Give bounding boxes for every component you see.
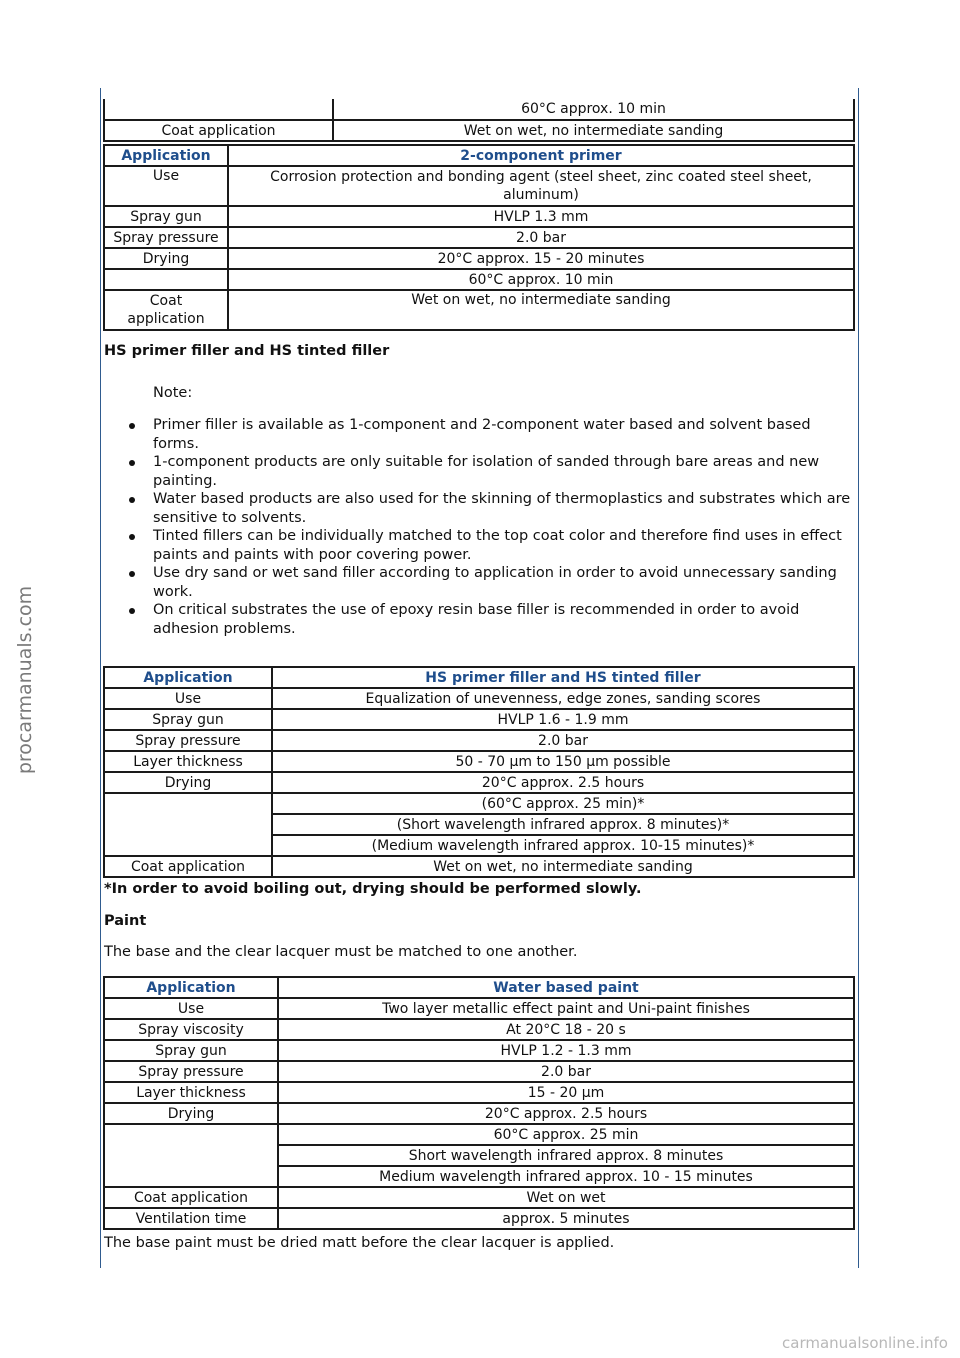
table-cell: Drying [104,248,228,269]
column-header: Application [104,977,278,998]
table-cell: Coat application [104,290,228,330]
table-cell: Wet on wet [278,1187,854,1208]
table-cell: 2.0 bar [272,730,854,751]
table-row [104,227,854,248]
table-cell: HVLP 1.3 mm [228,206,854,227]
bullet-icon [129,534,135,540]
table-cell: Corrosion protection and bonding agent (steel sheet, zinc coated steel sheet, aluminum) [228,166,854,206]
table-cell-empty [104,793,272,856]
list-item: On critical substrates the use of epoxy resin base filler is recommended in order to avoid adhesion problems. [126,601,856,638]
table-cell: Spray gun [104,709,272,730]
primer-table [103,144,855,331]
table-cell: Spray pressure [104,730,272,751]
table-row [104,1082,854,1103]
bullet-icon [129,497,135,503]
table-cell: 20°C approx. 2.5 hours [272,772,854,793]
table-row [104,290,854,330]
note-label: Note: [153,385,193,401]
table-row [104,99,854,120]
table-row [104,1103,854,1124]
table-cell: (Short wavelength infrared approx. 8 minutes)* [272,814,854,835]
closing-note: The base paint must be dried matt before the clear lacquer is applied. [104,1235,615,1251]
table-cell [104,99,333,120]
table-cell: Layer thickness [104,1082,278,1103]
table-cell: approx. 5 minutes [278,1208,854,1229]
table-cell: 20°C approx. 2.5 hours [278,1103,854,1124]
table-row [104,751,854,772]
table-cell: HVLP 1.6 - 1.9 mm [272,709,854,730]
table-row [104,1061,854,1082]
table-cell: (60°C approx. 25 min)* [272,793,854,814]
section-heading-paint: Paint [104,913,147,929]
left-page-rule [100,88,101,1268]
table-row [104,166,854,206]
table-cell: Drying [104,1103,278,1124]
bullet-icon [129,423,135,429]
table-row [104,998,854,1019]
hs-filler-table [103,666,855,878]
table-cell: HVLP 1.2 - 1.3 mm [278,1040,854,1061]
right-page-rule [858,88,859,1268]
table-cell: Drying [104,772,272,793]
table-cell-empty [104,1124,278,1187]
paint-description: The base and the clear lacquer must be matched to one another. [104,944,578,960]
table-row [104,1124,854,1145]
column-header: Application [104,145,228,166]
side-watermark: procarmanuals.com [14,585,36,775]
table-cell: Coat application [104,120,333,141]
table-cell: Wet on wet, no intermediate sanding [228,290,854,330]
table-cell: Spray gun [104,1040,278,1061]
table-row [104,856,854,877]
table-row [104,1040,854,1061]
table-row [104,1208,854,1229]
table-row [104,730,854,751]
table-cell: Use [104,998,278,1019]
table-cell: 15 - 20 µm [278,1082,854,1103]
table-row [104,120,854,141]
table-row [104,772,854,793]
table-row [104,793,854,814]
table-row [104,269,854,290]
table-cell: 50 - 70 µm to 150 µm possible [272,751,854,772]
table-cell: Spray viscosity [104,1019,278,1040]
table-cell: Coat application [104,1187,278,1208]
list-item: Tinted fillers can be individually matched to the top coat color and therefore find uses in effect paints and paints with poor covering power. [126,527,856,564]
continued-table [103,99,855,142]
table-row [104,206,854,227]
table-cell: Ventilation time [104,1208,278,1229]
table-cell: Spray pressure [104,1061,278,1082]
notes-list [126,416,856,638]
footer-watermark: carmanualsonline.info [782,1334,948,1352]
table-cell: 60°C approx. 10 min [228,269,854,290]
table-cell: Coat application [104,856,272,877]
table-row [104,688,854,709]
table-cell: Medium wavelength infrared approx. 10 - 15 minutes [278,1166,854,1187]
table-cell: 60°C approx. 25 min [278,1124,854,1145]
column-header: Application [104,667,272,688]
table-header-row [104,977,854,998]
list-item: Water based products are also used for the skinning of thermoplastics and substrates which are sensitive to solvents. [126,490,856,527]
section-heading-hs-primer: HS primer filler and HS tinted filler [104,343,390,359]
table-cell: Use [104,166,228,206]
column-header: HS primer filler and HS tinted filler [272,667,854,688]
table-cell: Wet on wet, no intermediate sanding [333,120,854,141]
table-cell: Short wavelength infrared approx. 8 minutes [278,1145,854,1166]
table-header-row [104,667,854,688]
bullet-icon [129,460,135,466]
table-cell: Layer thickness [104,751,272,772]
table-cell: Use [104,688,272,709]
bullet-icon [129,608,135,614]
list-item: Use dry sand or wet sand filler according to application in order to avoid unnecessary sanding work. [126,564,856,601]
list-item: 1-component products are only suitable for isolation of sanded through bare areas and new painting. [126,453,856,490]
table-cell: 60°C approx. 10 min [333,99,854,120]
column-header: 2-component primer [228,145,854,166]
table-cell: 2.0 bar [278,1061,854,1082]
table-cell: Wet on wet, no intermediate sanding [272,856,854,877]
table-cell: Spray pressure [104,227,228,248]
table-cell: Two layer metallic effect paint and Uni-paint finishes [278,998,854,1019]
table-cell: (Medium wavelength infrared approx. 10-15 minutes)* [272,835,854,856]
table-row [104,1187,854,1208]
table-cell: Equalization of unevenness, edge zones, sanding scores [272,688,854,709]
water-based-paint-table [103,976,855,1230]
table-cell: At 20°C 18 - 20 s [278,1019,854,1040]
table-cell: 20°C approx. 15 - 20 minutes [228,248,854,269]
table-cell: 2.0 bar [228,227,854,248]
drying-footnote: *In order to avoid boiling out, drying should be performed slowly. [104,881,642,897]
table-header-row [104,145,854,166]
table-row [104,248,854,269]
table-row [104,709,854,730]
column-header: Water based paint [278,977,854,998]
table-cell: Spray gun [104,206,228,227]
table-cell [104,269,228,290]
list-item: Primer filler is available as 1-component and 2-component water based and solvent based forms. [126,416,856,453]
table-row [104,1019,854,1040]
bullet-icon [129,571,135,577]
